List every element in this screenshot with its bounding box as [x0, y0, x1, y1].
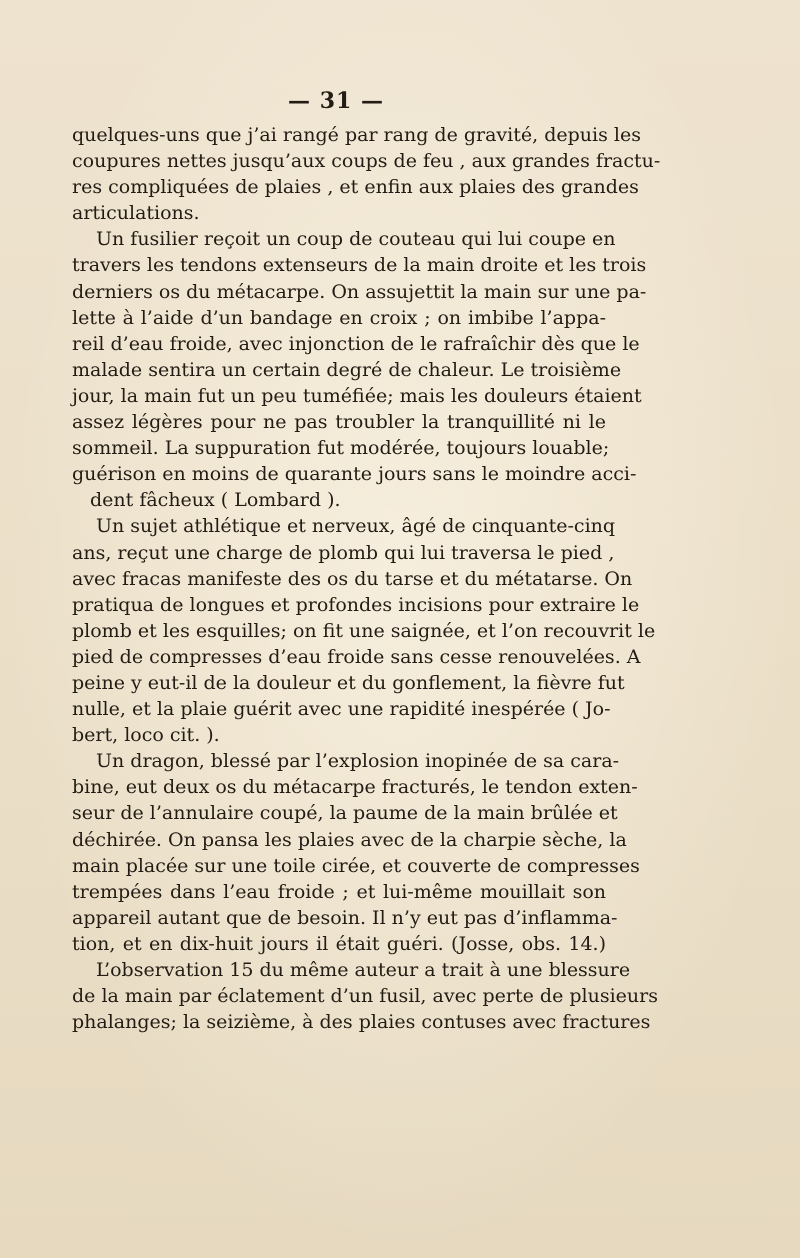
text-line: main placée sur une toile cirée, et couverte de compresses — [72, 854, 640, 877]
text-line: pied de compresses d’eau froide sans cesse renouvelées. A — [72, 645, 641, 668]
text-line: tion, et en dix-huit jours il était guéri. (Josse, obs. 14.) — [72, 932, 606, 955]
text-line: avec fracas manifeste des os du tarse et du métatarse. On — [72, 567, 633, 590]
page-number: — 31 — — [288, 88, 384, 114]
text-line: déchirée. On pansa les plaies avec de la charpie sèche, la — [72, 828, 627, 851]
text-line: coupures nettes jusqu’aux coups de feu , aux grandes fractu- — [72, 150, 661, 173]
text-line: lette à l’aide d’un bandage en croix ; on imbibe l’appa- — [72, 306, 606, 329]
text-line: de la main par éclatement d’un fusil, avec perte de plusieurs — [72, 985, 658, 1008]
text-line: derniers os du métacarpe. On assujettit la main sur une pa- — [72, 280, 647, 303]
text-line: bert, loco cit. ). — [72, 724, 220, 747]
text-line: L’observation 15 du même auteur a trait à une blessure — [96, 959, 631, 981]
text-line: sommeil. La suppuration fut modérée, toujours louable; — [72, 437, 610, 460]
text-line: res compliquées de plaies , et enfin aux plaies des grandes — [72, 176, 639, 199]
body-text — [72, 122, 661, 1035]
text-line: bine, eut deux os du métacarpe fracturés, le tendon exten- — [72, 776, 638, 799]
text-line: trempées dans l’eau froide ; et lui-même mouillait son — [72, 880, 606, 903]
text-line: travers les tendons extenseurs de la main droite et les trois — [72, 254, 647, 277]
text-line: appareil autant que de besoin. Il n’y eut pas d’inflamma- — [72, 906, 618, 929]
text-line: jour, la main fut un peu tuméfiée; mais les douleurs étaient — [72, 384, 642, 407]
text-line: seur de l’annulaire coupé, la paume de la main brûlée et — [72, 802, 618, 825]
text-line: phalanges; la seizième, à des plaies contuses avec fractures — [72, 1011, 651, 1034]
text-line: Un sujet athlétique et nerveux, âgé de cinquante-cinq — [96, 515, 616, 538]
text-line: malade sentira un certain degré de chaleur. Le troisième — [72, 358, 622, 381]
text-line: plomb et les esquilles; on fit une saignée, et l’on recouvrit le — [72, 619, 656, 642]
text-line: Un fusilier reçoit un coup de couteau qui lui coupe en — [96, 228, 616, 251]
text-line: assez légères pour ne pas troubler la tranquillité ni le — [72, 411, 606, 434]
text-line: nulle, et la plaie guérit avec une rapidité inespérée ( Jo- — [72, 698, 611, 721]
text-line: dent fâcheux ( Lombard ). — [90, 489, 341, 512]
text-line: quelques-uns que j’ai rangé par rang de gravité, depuis les — [72, 124, 641, 146]
text-line: pratiqua de longues et profondes incisions pour extraire le — [72, 593, 640, 616]
text-line: Un dragon, blessé par l’explosion inopinée de sa cara- — [96, 750, 620, 773]
text-line: ans, reçut une charge de plomb qui lui traversa le pied , — [72, 541, 615, 564]
text-line: peine y eut-il de la douleur et du gonflement, la fièvre fut — [72, 671, 625, 694]
text-line: guérison en moins de quarante jours sans le moindre acci- — [72, 463, 637, 486]
text-line: reil d’eau froide, avec injonction de le rafraîchir dès que le — [72, 332, 640, 355]
text-line: articulations. — [72, 202, 200, 225]
